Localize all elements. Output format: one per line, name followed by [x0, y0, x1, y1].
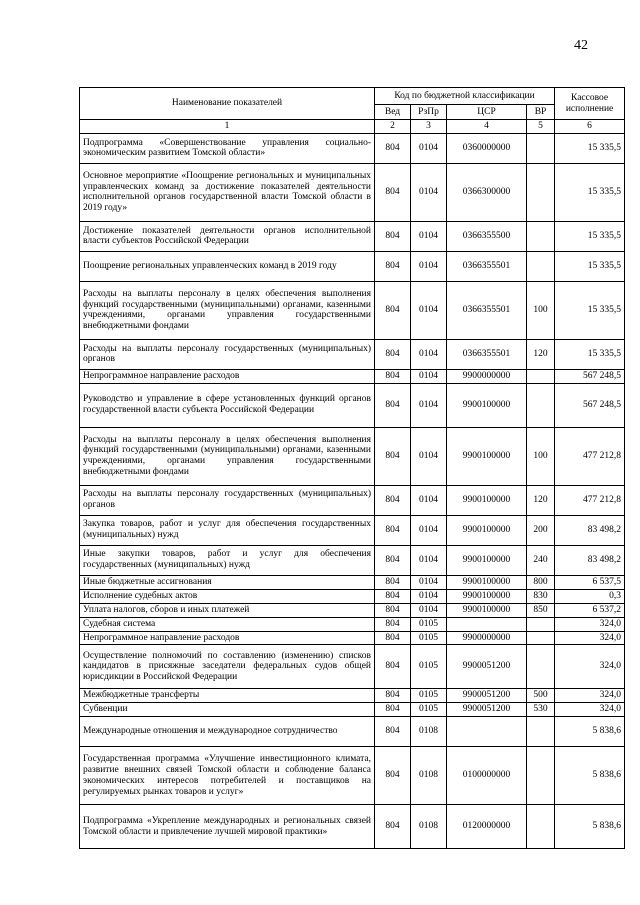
row-rzpr: 0104	[411, 383, 447, 427]
row-amount: 6 537,5	[555, 575, 625, 589]
header-rzpr: РзПр	[411, 105, 447, 120]
row-csr	[447, 717, 527, 747]
row-name: Непрограммное направление расходов	[80, 631, 375, 645]
row-rzpr: 0104	[411, 163, 447, 221]
row-name: Подпрограмма «Укрепление международных и региональных связей Томской области и привлечение лучшей мировой практики»	[80, 805, 375, 849]
row-amount: 15 335,5	[555, 163, 625, 221]
row-rzpr: 0104	[411, 545, 447, 575]
row-csr	[447, 617, 527, 631]
row-vr: 120	[527, 485, 555, 515]
row-rzpr: 0104	[411, 369, 447, 383]
header-ved: Вед	[375, 105, 411, 120]
header-name: Наименование показателей	[80, 88, 375, 120]
row-ved: 804	[375, 631, 411, 645]
row-amount: 477 212,8	[555, 485, 625, 515]
header-num-2: 2	[375, 120, 411, 134]
row-name: Иные закупки товаров, работ и услуг для обеспечения государственных (муниципальных) нужд	[80, 545, 375, 575]
row-amount: 477 212,8	[555, 427, 625, 485]
row-csr: 0366355501	[447, 339, 527, 369]
table-row	[80, 383, 625, 427]
header-csr: ЦСР	[447, 105, 527, 120]
row-vr	[527, 717, 555, 747]
table-row	[80, 645, 625, 689]
row-ved: 804	[375, 281, 411, 339]
row-rzpr: 0104	[411, 339, 447, 369]
row-name: Основное мероприятие «Поощрение региональных и муниципальных управленческих команд за достижение показателей деятельности исполнительной органов государственной власти Томской области в 2019 году»	[80, 163, 375, 221]
row-vr	[527, 221, 555, 251]
row-rzpr: 0105	[411, 631, 447, 645]
row-csr: 9900100000	[447, 545, 527, 575]
row-rzpr: 0104	[411, 589, 447, 603]
row-csr: 9900100000	[447, 575, 527, 589]
row-rzpr: 0104	[411, 281, 447, 339]
table-row	[80, 339, 625, 369]
row-csr: 9900100000	[447, 427, 527, 485]
row-rzpr: 0105	[411, 645, 447, 689]
row-ved: 804	[375, 221, 411, 251]
table-row	[80, 805, 625, 849]
row-ved: 804	[375, 589, 411, 603]
row-amount: 567 248,5	[555, 369, 625, 383]
row-amount: 83 498,2	[555, 545, 625, 575]
row-ved: 804	[375, 805, 411, 849]
table-row	[80, 221, 625, 251]
row-vr: 120	[527, 339, 555, 369]
row-csr: 9900100000	[447, 589, 527, 603]
row-csr: 0366355501	[447, 251, 527, 281]
row-name: Закупка товаров, работ и услуг для обеспечения государственных (муниципальных) нужд	[80, 515, 375, 545]
row-amount: 324,0	[555, 631, 625, 645]
row-name: Международные отношения и международное сотрудничество	[80, 717, 375, 747]
row-rzpr: 0104	[411, 221, 447, 251]
row-name: Уплата налогов, сборов и иных платежей	[80, 603, 375, 617]
row-name: Расходы на выплаты персоналу в целях обеспечения выполнения функций государственными (муниципальными) органами, казенными учреждениями, органами управления государственными внебюджетными фондами	[80, 427, 375, 485]
row-amount: 324,0	[555, 617, 625, 631]
table-row	[80, 545, 625, 575]
header-code-group: Код по бюджетной классификации	[375, 88, 555, 105]
row-vr	[527, 369, 555, 383]
table-row	[80, 603, 625, 617]
table-row	[80, 251, 625, 281]
row-amount: 567 248,5	[555, 383, 625, 427]
row-vr	[527, 163, 555, 221]
row-name: Поощрение региональных управленческих команд в 2019 году	[80, 251, 375, 281]
row-vr	[527, 383, 555, 427]
row-csr: 0366355500	[447, 221, 527, 251]
row-csr: 9900000000	[447, 369, 527, 383]
row-csr: 0366355501	[447, 281, 527, 339]
row-name: Субвенции	[80, 703, 375, 717]
header-num-1: 1	[80, 120, 375, 134]
row-vr: 200	[527, 515, 555, 545]
row-csr: 0120000000	[447, 805, 527, 849]
table-row	[80, 589, 625, 603]
row-name: Государственная программа «Улучшение инвестиционного климата, развитие внешних связей Томской области и соблюдение баланса экономических интересов потребителей и поставщиков на регулируемых рынках товаров и услуг»	[80, 747, 375, 805]
row-amount: 0,3	[555, 589, 625, 603]
row-ved: 804	[375, 617, 411, 631]
row-vr	[527, 747, 555, 805]
row-csr: 9900100000	[447, 515, 527, 545]
row-ved: 804	[375, 575, 411, 589]
row-vr: 530	[527, 703, 555, 717]
row-vr: 240	[527, 545, 555, 575]
row-vr: 100	[527, 427, 555, 485]
row-csr: 9900000000	[447, 631, 527, 645]
row-ved: 804	[375, 703, 411, 717]
header-num-4: 4	[447, 120, 527, 134]
row-rzpr: 0108	[411, 747, 447, 805]
row-amount: 15 335,5	[555, 339, 625, 369]
row-rzpr: 0104	[411, 515, 447, 545]
row-ved: 804	[375, 603, 411, 617]
table-row	[80, 369, 625, 383]
row-rzpr: 0104	[411, 251, 447, 281]
row-vr	[527, 617, 555, 631]
row-amount: 5 838,6	[555, 717, 625, 747]
row-rzpr: 0105	[411, 689, 447, 703]
row-amount: 15 335,5	[555, 221, 625, 251]
row-rzpr: 0104	[411, 133, 447, 163]
row-name: Непрограммное направление расходов	[80, 369, 375, 383]
row-vr: 830	[527, 589, 555, 603]
header-num-3: 3	[411, 120, 447, 134]
row-csr: 9900051200	[447, 689, 527, 703]
row-csr: 9900051200	[447, 703, 527, 717]
header-amount: Кассовое исполнение	[555, 88, 625, 120]
row-vr: 500	[527, 689, 555, 703]
row-ved: 804	[375, 689, 411, 703]
row-amount: 15 335,5	[555, 251, 625, 281]
row-csr: 9900100000	[447, 485, 527, 515]
row-name: Исполнение судебных актов	[80, 589, 375, 603]
table-row	[80, 631, 625, 645]
row-rzpr: 0105	[411, 703, 447, 717]
row-rzpr: 0108	[411, 717, 447, 747]
row-ved: 804	[375, 747, 411, 805]
row-ved: 804	[375, 369, 411, 383]
row-name: Расходы на выплаты персоналу государственных (муниципальных) органов	[80, 339, 375, 369]
row-vr	[527, 805, 555, 849]
row-csr: 0366300000	[447, 163, 527, 221]
table-row	[80, 427, 625, 485]
row-amount: 324,0	[555, 703, 625, 717]
row-name: Достижение показателей деятельности органов исполнительной власти субъектов Российской Федерации	[80, 221, 375, 251]
row-ved: 804	[375, 717, 411, 747]
row-vr	[527, 133, 555, 163]
row-amount: 6 537,2	[555, 603, 625, 617]
table-row	[80, 515, 625, 545]
row-ved: 804	[375, 383, 411, 427]
row-amount: 324,0	[555, 689, 625, 703]
table-row	[80, 133, 625, 163]
row-rzpr: 0105	[411, 617, 447, 631]
row-amount: 324,0	[555, 645, 625, 689]
row-vr	[527, 251, 555, 281]
row-csr: 0100000000	[447, 747, 527, 805]
row-rzpr: 0108	[411, 805, 447, 849]
header-vr: ВР	[527, 105, 555, 120]
row-ved: 804	[375, 545, 411, 575]
table-row	[80, 485, 625, 515]
row-csr: 0360000000	[447, 133, 527, 163]
row-name: Расходы на выплаты персоналу в целях обеспечения выполнения функций государственными (муниципальными) органами, казенными учреждениями, органами управления государственными внебюджетными фондами	[80, 281, 375, 339]
row-ved: 804	[375, 515, 411, 545]
table-row	[80, 575, 625, 589]
row-ved: 804	[375, 163, 411, 221]
row-name: Расходы на выплаты персоналу государственных (муниципальных) органов	[80, 485, 375, 515]
table-row	[80, 617, 625, 631]
row-rzpr: 0104	[411, 575, 447, 589]
row-rzpr: 0104	[411, 485, 447, 515]
row-csr: 9900100000	[447, 383, 527, 427]
row-rzpr: 0104	[411, 603, 447, 617]
row-amount: 83 498,2	[555, 515, 625, 545]
table-row	[80, 163, 625, 221]
table-row	[80, 747, 625, 805]
row-amount: 15 335,5	[555, 281, 625, 339]
row-csr: 9900100000	[447, 603, 527, 617]
row-ved: 804	[375, 133, 411, 163]
row-vr	[527, 645, 555, 689]
row-csr: 9900051200	[447, 645, 527, 689]
row-vr: 850	[527, 603, 555, 617]
table-row	[80, 281, 625, 339]
budget-table	[79, 87, 625, 849]
row-amount: 5 838,6	[555, 805, 625, 849]
row-ved: 804	[375, 339, 411, 369]
row-ved: 804	[375, 427, 411, 485]
row-ved: 804	[375, 251, 411, 281]
page-number: 42	[574, 38, 588, 53]
row-ved: 804	[375, 485, 411, 515]
table-row	[80, 689, 625, 703]
row-name: Осуществление полномочий по составлению (изменению) списков кандидатов в присяжные заседатели федеральных судов общей юрисдикции в Российской Федерации	[80, 645, 375, 689]
row-name: Судебная система	[80, 617, 375, 631]
row-vr: 100	[527, 281, 555, 339]
table-row	[80, 717, 625, 747]
row-amount: 15 335,5	[555, 133, 625, 163]
table-row	[80, 703, 625, 717]
header-num-5: 5	[527, 120, 555, 134]
row-name: Подпрограмма «Совершенствование управления социально-экономическим развитием Томской области»	[80, 133, 375, 163]
row-vr: 800	[527, 575, 555, 589]
row-ved: 804	[375, 645, 411, 689]
row-name: Руководство и управление в сфере установленных функций органов государственной власти субъекта Российской Федерации	[80, 383, 375, 427]
row-amount: 5 838,6	[555, 747, 625, 805]
row-rzpr: 0104	[411, 427, 447, 485]
header-num-6: 6	[555, 120, 625, 134]
row-name: Межбюджетные трансферты	[80, 689, 375, 703]
row-vr	[527, 631, 555, 645]
row-name: Иные бюджетные ассигнования	[80, 575, 375, 589]
